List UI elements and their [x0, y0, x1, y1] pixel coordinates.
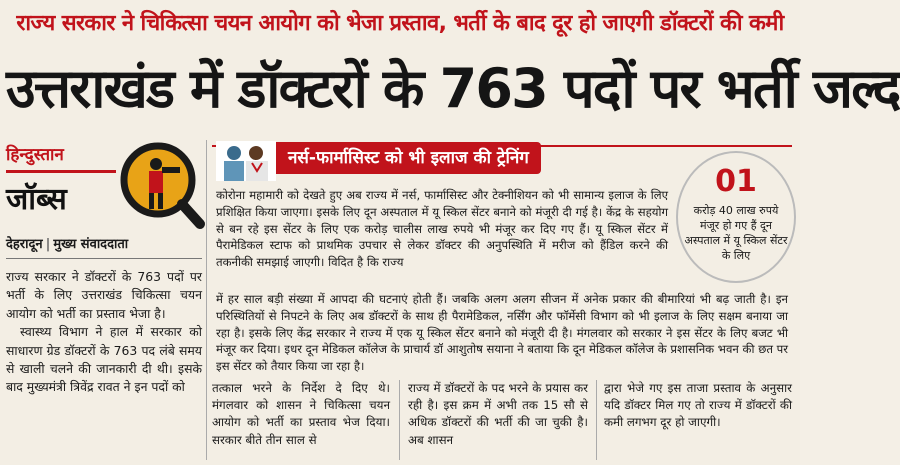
- dateline-reporter: मुख्य संवाददाता: [53, 237, 129, 252]
- sidebar-body-continued: में हर साल बड़ी संख्या में आपदा की घटनाएं होती हैं। जबकि अलग अलग सीजन में अनेक प्रकार की बीमारियां भी बढ़ जाती है। इन परिस्थितियों से निपटने के लिए अब डॉक्टरों के साथ ही पैरामेडिकल, नर्सिंग और फॉर्मेसी विभाग को भी इलाज के लिए सक्षम बनाया जा रहा है। इसके लिए केंद्र सरकार ने राज्य में एक यू स्किल सेंटर बनाने को मंजूरी दी है। मंगलवार को सरकार ने इस सेंटर के लिए बजट भी मंजूर कर दिया। इधर दून मेडिकल कॉलेज के प्राचार्य डॉ आशुतोष सयाना ने बताया कि दून मेडिकल कॉलेज के प्रशासनिक भवन की छत पर इस सेंटर को तैयार किया जा रहा है।: [216, 292, 788, 374]
- column-divider: [206, 140, 207, 460]
- callout-text: करोड़ 40 लाख रुपये मंजूर हो गए हैं दून अस्पताल में यू स्किल सेंटर के लिए: [684, 204, 788, 262]
- main-headline: उत्तराखंड में डॉक्टरों के 763 पदों पर भर्ती जल्द: [6, 57, 900, 120]
- article-column-3: [408, 380, 588, 460]
- jobs-emblem-icon: [118, 140, 204, 228]
- callout-number: 01: [715, 164, 757, 199]
- dateline-separator: |: [45, 237, 51, 252]
- brand-name: हिन्दुस्तान: [6, 140, 116, 173]
- article-column-4: [604, 380, 792, 460]
- fact-callout: [676, 151, 796, 283]
- sidebar-title: नर्स-फार्मासिस्ट को भी इलाज की ट्रेनिंग: [276, 142, 541, 174]
- article-paragraph: राज्य में डॉक्टरों के पद भरने के प्रयास कर रही है। इस क्रम में अभी तक 15 सौ से अधिक डॉक्टरों की भर्ती की जा चुकी है। अब शासन: [408, 381, 588, 447]
- article-column-2: [212, 380, 390, 460]
- dateline: [6, 232, 202, 259]
- article-paragraph: द्वारा भेजे गए इस ताजा प्रस्ताव के अनुसार यदि डॉक्टर मिल गए तो राज्य में डॉक्टरों की कमी लगभग दूर हो जाएगी।: [604, 381, 792, 430]
- column-divider: [399, 380, 400, 460]
- sidebar-body: कोरोना महामारी को देखते हुए अब राज्य में नर्स, फार्मासिस्ट और टेक्नीशियन को भी सामान्य इलाज के लिए प्रशिक्षित किया जाएगा। इसके लिए दून अस्पताल में यू स्किल सेंटर बनाने को मंजूरी दी गई है। केंद्र के सहयोग से बन रहे इस सेंटर के लिए एक करोड़ चालीस लाख रुपये भी मंजूर कर दिए गए हैं। यू स्किल सेंटर में पैरामेडिकल स्टाफ को प्राथमिक उपचार से लेकर डॉक्टर की अनुपस्थिति में मरीज को हैंडिल करने की तकनीकी समझाई जाएगी। विदित है कि राज्य: [216, 188, 668, 270]
- nurse-training-sidebar: [212, 145, 792, 375]
- article-paragraph: राज्य सरकार ने डॉक्टरों के 763 पदों पर भर्ती के लिए उत्तराखंड चिकित्सा चयन आयोग को भर्ती का प्रस्ताव भेजा है।: [6, 269, 202, 321]
- health-workers-photo: [216, 141, 276, 181]
- article-column-1: [6, 268, 202, 458]
- column-divider: [596, 380, 597, 460]
- kicker-headline: राज्य सरकार ने चिकित्सा चयन आयोग को भेजा प्रस्ताव, भर्ती के बाद दूर हो जाएगी डॉक्टरों की कमी: [16, 11, 784, 36]
- hindustan-jobs-brand: [6, 140, 202, 230]
- dateline-place: देहरादून: [6, 237, 43, 252]
- brand-section: जॉब्स: [6, 182, 67, 217]
- article-paragraph: तत्काल भरने के निर्देश दे दिए थे। मंगलवार को शासन ने चिकित्सा चयन आयोग को भर्ती का प्रस्ताव भेज दिया। सरकार बीते तीन साल से: [212, 381, 390, 447]
- article-paragraph: स्वास्थ्य विभाग ने हाल में सरकार को साधारण ग्रेड डॉक्टरों के 763 पद लंबे समय से खाली चलने की जानकारी दी थी। इसके बाद मुख्यमंत्री त्रिवेंद्र रावत ने इन पदों को: [6, 324, 202, 395]
